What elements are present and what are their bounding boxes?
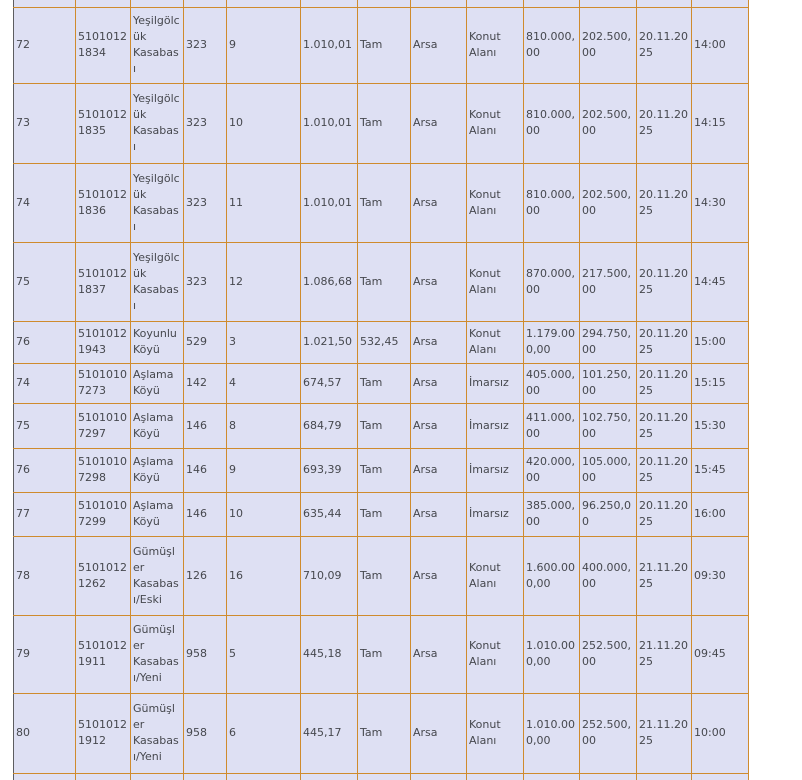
deposit-cell: 101.250,00 <box>580 363 637 403</box>
deposit-cell: 96.250,00 <box>580 492 637 536</box>
parcel-no-cell: 5 <box>227 615 301 693</box>
table-row <box>14 448 749 492</box>
block-no-cell <box>184 773 227 780</box>
zoning-status-cell: Konut Alanı <box>467 7 524 83</box>
area-cell: 445,18 <box>301 615 358 693</box>
location-cell: Koyunlu Köyü <box>131 321 184 363</box>
deposit-cell <box>580 0 637 7</box>
parcel-no-cell: 6 <box>227 693 301 773</box>
table-row <box>14 163 749 242</box>
auction-time-cell: 14:15 <box>692 83 749 163</box>
price-cell: 1.010.000,00 <box>524 615 580 693</box>
share-cell: Tam <box>358 7 411 83</box>
deposit-cell: 202.500,00 <box>580 83 637 163</box>
auction-time-cell: 15:00 <box>692 321 749 363</box>
row-number-cell: 74 <box>14 363 76 403</box>
property-id-cell: 51010121835 <box>76 83 131 163</box>
area-cell: 1.021,50 <box>301 321 358 363</box>
area-cell: 710,09 <box>301 536 358 615</box>
parcel-no-cell: 9 <box>227 7 301 83</box>
property-id-cell: 51010121262 <box>76 536 131 615</box>
row-number-cell: 72 <box>14 7 76 83</box>
row-number-cell: 76 <box>14 321 76 363</box>
deposit-cell: 252.500,00 <box>580 615 637 693</box>
zoning-status-cell: Konut Alanı <box>467 163 524 242</box>
block-no-cell: 146 <box>184 492 227 536</box>
auction-date-cell: 20.11.2025 <box>637 163 692 242</box>
property-id-cell: 51010107299 <box>76 492 131 536</box>
row-number-cell: 80 <box>14 693 76 773</box>
auction-time-cell <box>692 773 749 780</box>
location-cell: Aşlama Köyü <box>131 403 184 448</box>
price-cell <box>524 773 580 780</box>
share-cell: 532,45 <box>358 321 411 363</box>
location-cell: Aşlama Köyü <box>131 363 184 403</box>
auction-date-cell <box>637 0 692 7</box>
deposit-cell: 102.750,00 <box>580 403 637 448</box>
price-cell: 1.010.000,00 <box>524 693 580 773</box>
share-cell: Tam <box>358 492 411 536</box>
parcel-no-cell: 9 <box>227 448 301 492</box>
auction-time-cell: 15:15 <box>692 363 749 403</box>
location-cell: Aşlama Köyü <box>131 492 184 536</box>
row-number-cell: 73 <box>14 83 76 163</box>
auction-date-cell: 21.11.2025 <box>637 536 692 615</box>
block-no-cell: 146 <box>184 448 227 492</box>
spacer-row <box>14 0 749 7</box>
property-type-cell: Arsa <box>411 693 467 773</box>
deposit-cell: 105.000,00 <box>580 448 637 492</box>
table-row <box>14 693 749 773</box>
table-row <box>14 492 749 536</box>
zoning-status-cell: Konut Alanı <box>467 536 524 615</box>
row-number-cell: 78 <box>14 536 76 615</box>
auction-time-cell: 15:30 <box>692 403 749 448</box>
zoning-status-cell: Konut Alanı <box>467 242 524 321</box>
table-row <box>14 403 749 448</box>
property-id-cell <box>76 773 131 780</box>
block-no-cell: 529 <box>184 321 227 363</box>
zoning-status-cell: İmarsız <box>467 403 524 448</box>
row-number-cell: 75 <box>14 403 76 448</box>
property-id-cell: 51010121912 <box>76 693 131 773</box>
area-cell: 1.010,01 <box>301 83 358 163</box>
property-type-cell: Arsa <box>411 363 467 403</box>
share-cell: Tam <box>358 448 411 492</box>
zoning-status-cell: Konut Alanı <box>467 83 524 163</box>
parcel-no-cell: 10 <box>227 83 301 163</box>
block-no-cell <box>184 0 227 7</box>
location-cell: Gümüşler Kasabası/Eski <box>131 536 184 615</box>
property-id-cell: 51010121943 <box>76 321 131 363</box>
auction-time-cell: 15:45 <box>692 448 749 492</box>
auction-date-cell: 21.11.2025 <box>637 693 692 773</box>
property-type-cell: Arsa <box>411 7 467 83</box>
share-cell: Tam <box>358 615 411 693</box>
table-row <box>14 321 749 363</box>
property-type-cell: Arsa <box>411 536 467 615</box>
auction-time-cell: 10:00 <box>692 693 749 773</box>
row-number-cell <box>14 0 76 7</box>
property-type-cell: Arsa <box>411 492 467 536</box>
property-id-cell: 51010107273 <box>76 363 131 403</box>
parcel-no-cell: 8 <box>227 403 301 448</box>
row-number-cell: 74 <box>14 163 76 242</box>
location-cell: Yeşilgölcük Kasabası <box>131 242 184 321</box>
zoning-status-cell <box>467 0 524 7</box>
block-no-cell: 323 <box>184 83 227 163</box>
property-id-cell: 51010121911 <box>76 615 131 693</box>
property-type-cell: Arsa <box>411 242 467 321</box>
block-no-cell: 146 <box>184 403 227 448</box>
area-cell <box>301 773 358 780</box>
deposit-cell: 202.500,00 <box>580 7 637 83</box>
deposit-cell: 202.500,00 <box>580 163 637 242</box>
area-cell: 445,17 <box>301 693 358 773</box>
zoning-status-cell <box>467 773 524 780</box>
deposit-cell: 400.000,00 <box>580 536 637 615</box>
auction-date-cell: 20.11.2025 <box>637 7 692 83</box>
property-type-cell: Arsa <box>411 448 467 492</box>
price-cell <box>524 0 580 7</box>
auction-time-cell <box>692 0 749 7</box>
parcel-no-cell: 12 <box>227 242 301 321</box>
location-cell <box>131 0 184 7</box>
property-id-cell: 51010121834 <box>76 7 131 83</box>
price-cell: 810.000,00 <box>524 7 580 83</box>
area-cell: 1.010,01 <box>301 163 358 242</box>
price-cell: 385.000,00 <box>524 492 580 536</box>
area-cell: 1.010,01 <box>301 7 358 83</box>
price-cell: 411.000,00 <box>524 403 580 448</box>
table-row <box>14 363 749 403</box>
location-cell: Gümüşler Kasabası/Yeni <box>131 615 184 693</box>
table-row <box>14 615 749 693</box>
share-cell: Tam <box>358 163 411 242</box>
property-type-cell <box>411 773 467 780</box>
zoning-status-cell: İmarsız <box>467 363 524 403</box>
location-cell: Yeşilgölcük Kasabası <box>131 163 184 242</box>
auction-time-cell: 14:30 <box>692 163 749 242</box>
parcel-no-cell: 10 <box>227 492 301 536</box>
block-no-cell: 142 <box>184 363 227 403</box>
auction-date-cell: 20.11.2025 <box>637 242 692 321</box>
table-row <box>14 242 749 321</box>
auction-table-viewport <box>13 0 749 780</box>
auction-date-cell: 20.11.2025 <box>637 363 692 403</box>
property-id-cell: 51010107298 <box>76 448 131 492</box>
price-cell: 405.000,00 <box>524 363 580 403</box>
row-number-cell <box>14 773 76 780</box>
location-cell: Aşlama Köyü <box>131 448 184 492</box>
table-row <box>14 536 749 615</box>
auction-time-cell: 16:00 <box>692 492 749 536</box>
zoning-status-cell: Konut Alanı <box>467 693 524 773</box>
auction-date-cell <box>637 773 692 780</box>
property-type-cell: Arsa <box>411 615 467 693</box>
location-cell: Yeşilgölcük Kasabası <box>131 83 184 163</box>
row-number-cell: 75 <box>14 242 76 321</box>
block-no-cell: 126 <box>184 536 227 615</box>
zoning-status-cell: Konut Alanı <box>467 321 524 363</box>
auction-time-cell: 14:00 <box>692 7 749 83</box>
property-id-cell: 51010121836 <box>76 163 131 242</box>
auction-time-cell: 09:30 <box>692 536 749 615</box>
price-cell: 1.600.000,00 <box>524 536 580 615</box>
property-type-cell: Arsa <box>411 83 467 163</box>
deposit-cell <box>580 773 637 780</box>
deposit-cell: 294.750,00 <box>580 321 637 363</box>
auction-table-body <box>14 0 749 780</box>
zoning-status-cell: Konut Alanı <box>467 615 524 693</box>
property-id-cell: 51010121837 <box>76 242 131 321</box>
area-cell: 1.086,68 <box>301 242 358 321</box>
auction-time-cell: 09:45 <box>692 615 749 693</box>
row-number-cell: 79 <box>14 615 76 693</box>
parcel-no-cell: 3 <box>227 321 301 363</box>
deposit-cell: 217.500,00 <box>580 242 637 321</box>
table-row <box>14 83 749 163</box>
price-cell: 870.000,00 <box>524 242 580 321</box>
share-cell <box>358 773 411 780</box>
share-cell: Tam <box>358 403 411 448</box>
price-cell: 810.000,00 <box>524 83 580 163</box>
auction-date-cell: 20.11.2025 <box>637 448 692 492</box>
spacer-row <box>14 773 749 780</box>
block-no-cell: 958 <box>184 693 227 773</box>
zoning-status-cell: İmarsız <box>467 492 524 536</box>
area-cell: 674,57 <box>301 363 358 403</box>
area-cell: 693,39 <box>301 448 358 492</box>
share-cell <box>358 0 411 7</box>
block-no-cell: 958 <box>184 615 227 693</box>
price-cell: 810.000,00 <box>524 163 580 242</box>
parcel-no-cell <box>227 0 301 7</box>
auction-date-cell: 21.11.2025 <box>637 615 692 693</box>
deposit-cell: 252.500,00 <box>580 693 637 773</box>
parcel-no-cell: 4 <box>227 363 301 403</box>
property-id-cell <box>76 0 131 7</box>
property-type-cell: Arsa <box>411 403 467 448</box>
block-no-cell: 323 <box>184 242 227 321</box>
location-cell <box>131 773 184 780</box>
row-number-cell: 77 <box>14 492 76 536</box>
property-type-cell: Arsa <box>411 321 467 363</box>
location-cell: Gümüşler Kasabası/Yeni <box>131 693 184 773</box>
share-cell: Tam <box>358 242 411 321</box>
block-no-cell: 323 <box>184 163 227 242</box>
location-cell: Yeşilgölcük Kasabası <box>131 7 184 83</box>
price-cell: 1.179.000,00 <box>524 321 580 363</box>
zoning-status-cell: İmarsız <box>467 448 524 492</box>
parcel-no-cell <box>227 773 301 780</box>
share-cell: Tam <box>358 363 411 403</box>
area-cell: 635,44 <box>301 492 358 536</box>
parcel-no-cell: 11 <box>227 163 301 242</box>
area-cell <box>301 0 358 7</box>
share-cell: Tam <box>358 536 411 615</box>
auction-time-cell: 14:45 <box>692 242 749 321</box>
area-cell: 684,79 <box>301 403 358 448</box>
auction-date-cell: 20.11.2025 <box>637 321 692 363</box>
table-row <box>14 7 749 83</box>
block-no-cell: 323 <box>184 7 227 83</box>
auction-date-cell: 20.11.2025 <box>637 492 692 536</box>
parcel-no-cell: 16 <box>227 536 301 615</box>
share-cell: Tam <box>358 693 411 773</box>
price-cell: 420.000,00 <box>524 448 580 492</box>
property-id-cell: 51010107297 <box>76 403 131 448</box>
auction-listing-table <box>13 0 749 780</box>
auction-date-cell: 20.11.2025 <box>637 403 692 448</box>
auction-date-cell: 20.11.2025 <box>637 83 692 163</box>
property-type-cell: Arsa <box>411 163 467 242</box>
row-number-cell: 76 <box>14 448 76 492</box>
share-cell: Tam <box>358 83 411 163</box>
property-type-cell <box>411 0 467 7</box>
